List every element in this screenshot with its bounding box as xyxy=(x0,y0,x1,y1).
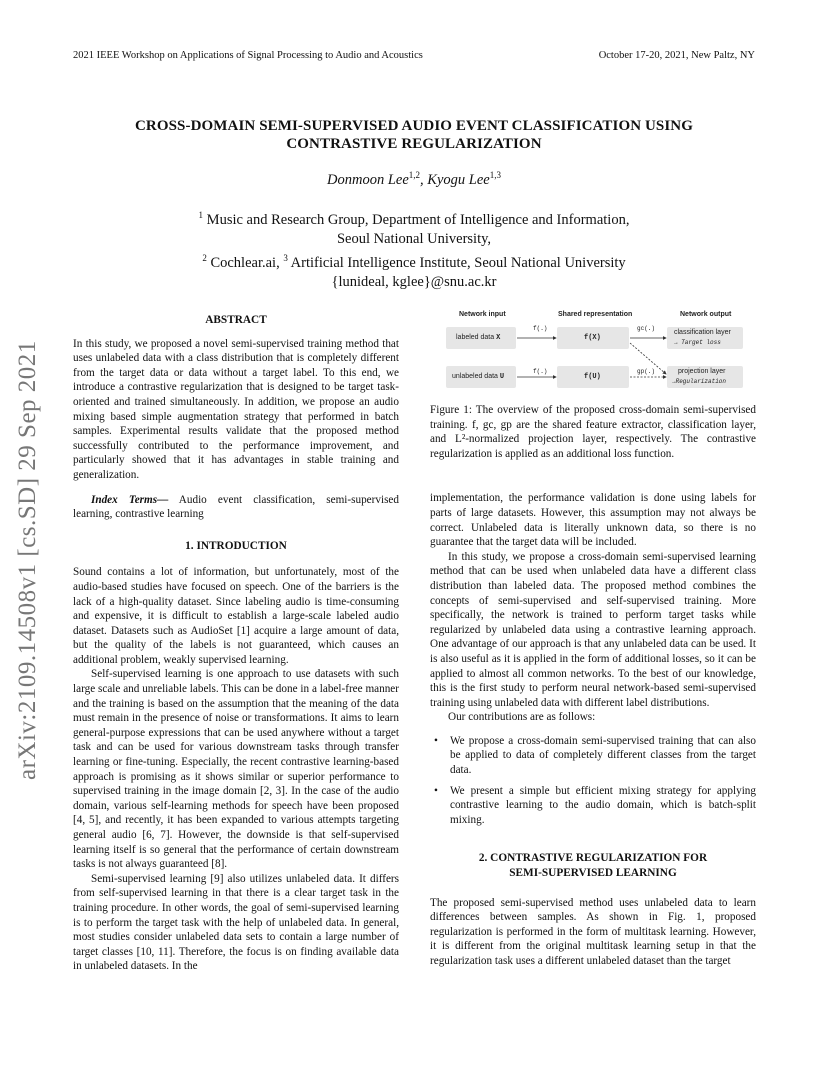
diagram-arrows xyxy=(446,310,756,392)
author-sep: , xyxy=(420,171,428,188)
index-terms-label: Index Terms— xyxy=(91,493,169,506)
title-line-2: CONTRASTIVE REGULARIZATION xyxy=(286,136,542,152)
affil-line-1: $^1$ Music and Research Group, Department of Intelligence and Information, xyxy=(198,210,630,228)
paper-title xyxy=(0,117,828,153)
author-2: Kyogu Lee xyxy=(427,171,490,188)
running-header-left: 2021 IEEE Workshop on Applications of Signal Processing to Audio and Acoustics xyxy=(73,50,423,61)
labeled-data-box: labeled data X xyxy=(446,327,516,349)
abstract-text: In this study, we proposed a novel semi-supervised training method that uses unlabeled data with a class distribution that is completely different from the target data or data without a target label. To this end, we introduce a contrastive regularization that is designed to be target task-oriented and trained simultaneously. In addition, we propose an audio mixing based simple augmentation strategy that performed in batch samples. Experimental results validate that the proposed method successfully contributed to the performance improvement, and particularly showed that it has advantages in stable training and generalization. xyxy=(73,337,399,481)
index-terms xyxy=(73,493,399,522)
arrow-fx-to-proj xyxy=(630,343,666,374)
f-label-top: f(.) xyxy=(533,325,548,332)
right-paragraph-2: In this study, we propose a cross-domain semi-supervised learning method that can be used when unlabeled data have a different class distribution than labeled data. The proposed method combines the concepts of semi-supervised and self-supervised training. More specifically, the network is trained to perform target tasks while regularized by unlabeled data using a contrastive learning approach. One advantage of our approach is that any unlabeled data can be used. It is also useful as it is applied in the form of additional losses, so it can be applied to almost all common networks. To the best of our knowledge, this is the first study to perform neural network-based semi-supervised training using unlabeled data with different label distributions. xyxy=(430,550,756,709)
author-1-affil: 1,2 xyxy=(408,170,421,180)
author-line xyxy=(0,170,828,189)
contributions-intro: Our contributions are as follows: xyxy=(448,711,596,724)
projection-layer-box: projection layer →Regularization xyxy=(667,366,743,388)
contribution-bullet-1: • We propose a cross-domain semi-supervised training that can also be applied to data of completely different classes from the target data. xyxy=(434,734,756,777)
intro-paragraph-1: Sound contains a lot of information, but unfortunately, most of the audio-based studies have focused on speech. One of the barriers is the lack of a high-quality dataset. Since labeling audio is time-consuming and expensive, it is difficult to establish a large-scale labeled audio dataset. Datasets such as AudioSet [1] acquire a large amount of data, but the quality of the labels is not guaranteed, which causes an additional problem, weakly supervised learning. xyxy=(73,566,399,666)
running-header-right: October 17-20, 2021, New Paltz, NY xyxy=(598,50,755,61)
classification-layer-box: classification layer → Target loss xyxy=(667,327,743,349)
col-network-output: Network output xyxy=(680,311,732,318)
col-network-input: Network input xyxy=(459,311,506,318)
abstract-heading: ABSTRACT xyxy=(205,314,267,326)
intro-heading: 1. INTRODUCTION xyxy=(185,539,287,552)
left-column xyxy=(73,313,399,974)
gc-label: gc(.) xyxy=(637,325,656,332)
intro-paragraph-3: Semi-supervised learning [9] also utilizes unlabeled data. It differs from self-supervised learning in that there is a clear target task in the training procedure. In other words, the goal of semi-supervised learning is to perform the target task with the help of unlabeled data. In general, most studies consider unlabeled data sets to contain a large number of target classes [10, 11]. Therefore, the focus is on finding available data in unlabeled datasets. In the xyxy=(73,872,399,973)
index-terms-text: Audio event classification, semi-supervised learning, contrastive learning xyxy=(73,493,399,521)
section-2-heading: 2. CONTRASTIVE REGULARIZATION FOR SEMI-SUPERVISED LEARNING xyxy=(478,852,708,880)
affil-emails: {lunideal, kglee}@snu.ac.kr xyxy=(331,273,497,290)
shared-fu-box: f(U) xyxy=(557,366,629,388)
title-line-1: CROSS-DOMAIN SEMI-SUPERVISED AUDIO EVENT CLASSIFICATION USING xyxy=(134,118,694,134)
shared-fx-box: f(X) xyxy=(557,327,629,349)
right-paragraph-1: implementation, the performance validation is done using labels for parts of large datasets. However, this assumption may not always be correct. Unlabeled data is literally unknown data, so there is no guarantee that the target data will be included. xyxy=(430,492,756,549)
right-column xyxy=(430,403,756,969)
f-label-bottom: f(.) xyxy=(533,368,548,375)
gp-label: gp(.) xyxy=(637,368,656,375)
intro-paragraph-2: Self-supervised learning is one approach to use datasets with such large scale and unreliable labels. This can be done in a label-free manner and the training is based on the assumption that the meaning of the data must remain in the presence of noise or transformations. It aims to learn general-purpose expressions that can be used anywhere without a target task and can be used for various downstream tasks through transfer learning or fine-tuning. Especially, the recent contrastive learning-based approach is promising as it shows similar or superior performance to supervised training in the image domain [2, 3]. In the case of the audio domain, various self-learning methods for speech have been proposed [4, 5], and recently, it has been expanded to various attempts targeting general audio [6, 7]. However, the downside is that self-supervised learning itself is so general that the performance of certain downstream tasks is not always guaranteed [8]. xyxy=(73,668,399,871)
figure-1-diagram xyxy=(446,310,756,392)
affil-line-2: Seoul National University, xyxy=(336,230,492,247)
author-1: Donmoon Lee xyxy=(327,171,409,188)
contribution-bullet-2: • We present a simple but efficient mixing strategy for applying contrastive learning to the audio domain, which is batch-split mixing. xyxy=(434,784,756,826)
affil-line-3: $^2$ Cochlear.ai, $^3$ Artificial Intelligence Institute, Seoul National University xyxy=(202,252,626,271)
author-2-affil: 1,3 xyxy=(489,170,501,180)
unlabeled-data-box: unlabeled data U xyxy=(446,366,516,388)
col-shared-rep: Shared representation xyxy=(558,311,633,318)
arxiv-stamp: arXiv:2109.14508v1 [cs.SD] 29 Sep 2021 xyxy=(14,340,41,780)
affiliations xyxy=(0,206,828,292)
figure-1-caption: Figure 1: The overview of the proposed cross-domain semi-supervised training. f, gc, gp are the shared feature extractor, classification layer, and L²-normalized projection layer, respectively. The contrastive regularization is applied as an additional loss function. xyxy=(430,404,756,460)
section-2-paragraph: The proposed semi-supervised method uses unlabeled data to learn differences between samples. As shown in Fig. 1, proposed regularization is performed in the form of multitask learning. However, it is different from the original multitask learning setup in that the regularization task uses a different unlabeled dataset than the target xyxy=(430,896,756,967)
